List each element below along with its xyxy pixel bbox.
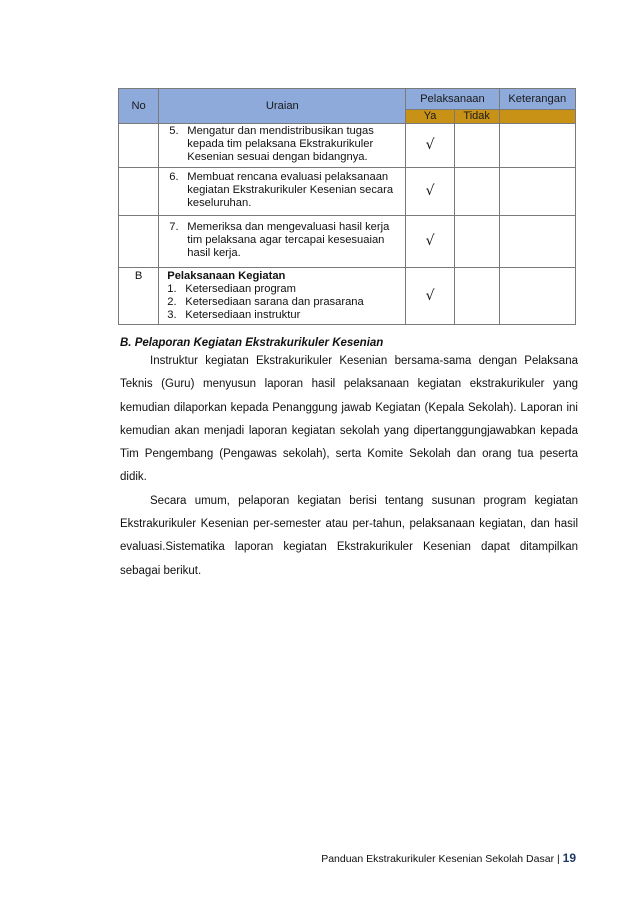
paragraph: Instruktur kegiatan Ekstrakurikuler Kesenian bersama-sama dengan Pelaksana Teknis (Guru) menyusun laporan hasil pelaksanaan kegiatan ekstrakurikuler yang kemudian dilaporkan kepada Penanggung jawab Kegiatan (Kepala Sekolah). Laporan ini kemudian akan menjadi laporan kegiatan sekolah yang dipertanggungjawabkan kepada Tim Pengembang (Pengawas sekolah), serta Komite Sekolah dan orang tua peserta didik. [120, 355, 578, 484]
evaluation-table [118, 88, 576, 325]
reporting-section [120, 336, 578, 583]
header-no: No [119, 89, 159, 124]
row-text: Mengatur dan mendistribusikan tugas kepada tim pelaksana Ekstrakurikuler Kesenian sesuai dengan bidangnya. [187, 125, 374, 163]
cell-tidak [454, 124, 499, 168]
page-footer [321, 851, 576, 865]
row-text: Memeriksa dan mengevaluasi hasil kerja tim pelaksana agar tercapai kesesuaian hasil kerja. [187, 221, 390, 259]
list-item: 2. Ketersediaan sarana dan prasarana [167, 296, 364, 308]
row-no-b: B [119, 268, 159, 325]
cell-keterangan [499, 124, 576, 168]
row-number: 7. [169, 221, 179, 233]
row-b-list [159, 283, 405, 324]
table-row [119, 216, 576, 268]
checkmark-ya: √ [406, 268, 454, 325]
row-text: Membuat rencana evaluasi pelaksanaan kegiatan Ekstrakurikuler Kesenian secara keseluruhan. [187, 171, 394, 209]
checkmark-ya: √ [406, 124, 454, 168]
table-row-b [119, 268, 576, 325]
cell-tidak [454, 168, 499, 216]
checkmark-ya: √ [406, 168, 454, 216]
checkmark-ya: √ [406, 216, 454, 268]
cell-tidak [454, 216, 499, 268]
row-b-title: Pelaksanaan Kegiatan [167, 270, 286, 282]
table-row [119, 168, 576, 216]
header-pelaksanaan: Pelaksanaan [406, 89, 499, 110]
list-item: 1. Ketersediaan program [167, 283, 296, 295]
header-ya: Ya [406, 110, 454, 124]
page-number: 19 [562, 851, 576, 865]
table-row [119, 124, 576, 168]
list-item: 3. Ketersediaan instruktur [167, 309, 301, 321]
cell-keterangan [499, 268, 576, 325]
header-tidak: Tidak [454, 110, 499, 124]
section-heading: B. Pelaporan Kegiatan Ekstrakurikuler Kesenian [120, 337, 384, 349]
cell-keterangan [499, 168, 576, 216]
header-keterangan: Keterangan [499, 89, 576, 110]
row-no [119, 216, 159, 268]
row-number: 5. [169, 125, 179, 137]
footer-text: Panduan Ekstrakurikuler Kesenian Sekolah Dasar | [321, 853, 560, 865]
row-no [119, 124, 159, 168]
cell-keterangan [499, 216, 576, 268]
header-uraian: Uraian [159, 89, 406, 124]
row-number: 6. [169, 171, 179, 183]
paragraph: Secara umum, pelaporan kegiatan berisi tentang susunan program kegiatan Ekstrakurikuler Kesenian per-semester atau per-tahun, pelaksanaan kegiatan, dan hasil evaluasi.Sistematika laporan kegiatan Ekstrakurikuler Kesenian dapat ditampilkan sebagai berikut. [120, 494, 578, 577]
header-keterangan-sub [499, 110, 576, 124]
cell-tidak [454, 268, 499, 325]
row-no [119, 168, 159, 216]
